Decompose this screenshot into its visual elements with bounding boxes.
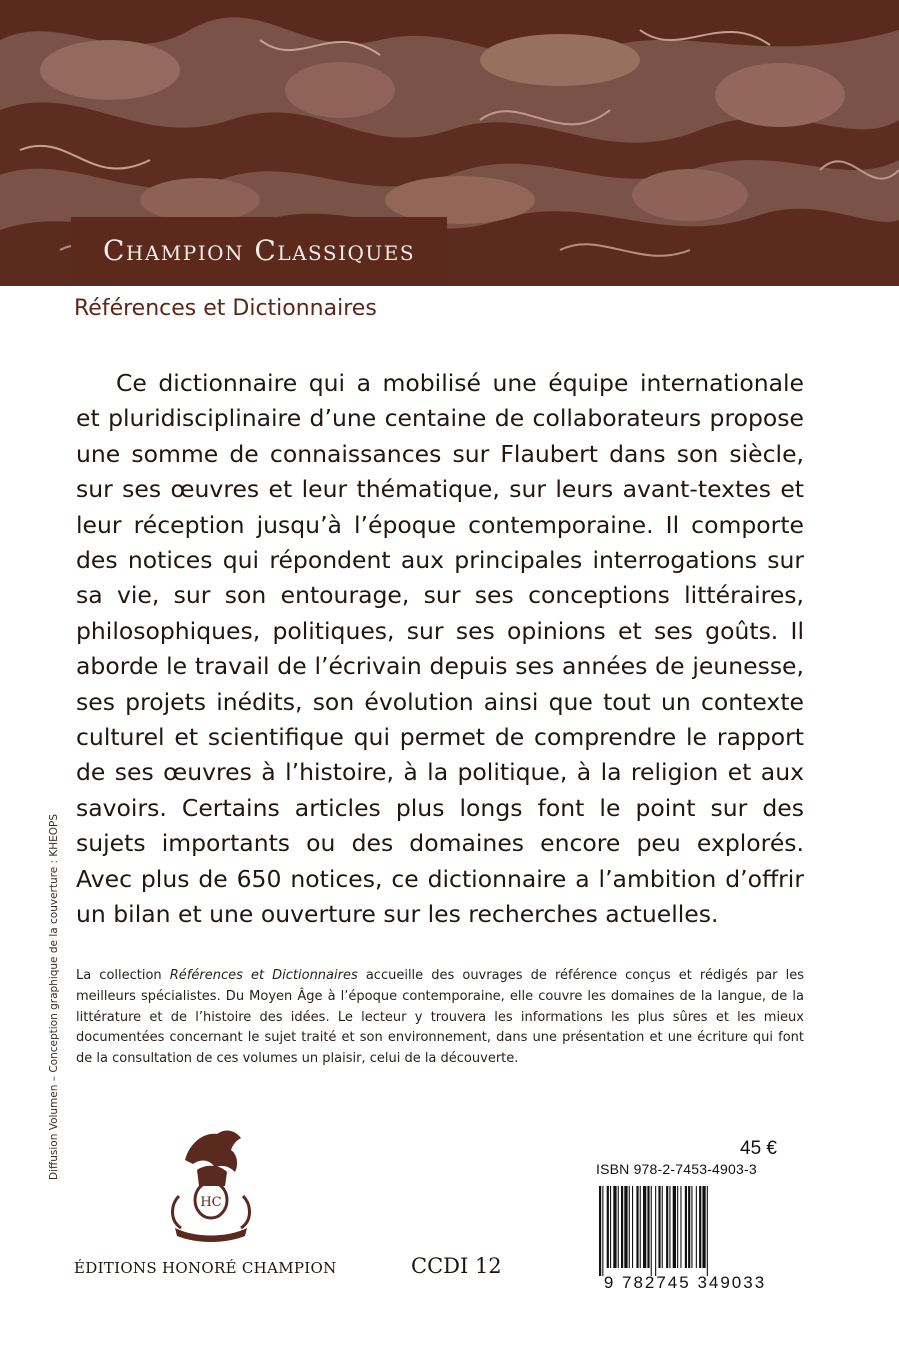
barcode-bar bbox=[602, 1186, 603, 1276]
barcode-bar bbox=[699, 1186, 701, 1268]
barcode-bar bbox=[707, 1186, 708, 1276]
barcode-bar bbox=[618, 1186, 619, 1268]
design-credit: Diffusion Volumen – Conception graphique de la couverture : KHEOPS bbox=[48, 813, 60, 1180]
collection-prefix: La collection bbox=[76, 968, 170, 983]
publisher-name: ÉDITIONS HONORÉ CHAMPION bbox=[74, 1259, 337, 1277]
barcode-bar bbox=[688, 1186, 690, 1268]
barcode-digits: 9 782745 349033 bbox=[603, 1273, 767, 1292]
barcode-bar bbox=[696, 1186, 697, 1268]
barcode-bar bbox=[655, 1186, 656, 1276]
barcode-bar bbox=[662, 1186, 663, 1268]
barcode-bar bbox=[643, 1186, 646, 1268]
collection-name: Références et Dictionnaires bbox=[169, 968, 358, 983]
barcode-bar bbox=[673, 1186, 676, 1268]
publisher-logo bbox=[145, 1114, 277, 1246]
barcode-bar bbox=[621, 1186, 623, 1268]
series-band bbox=[71, 217, 447, 283]
barcode-bar bbox=[599, 1186, 601, 1276]
barcode-bar bbox=[702, 1186, 705, 1268]
logo-monogram: HC bbox=[200, 1195, 222, 1210]
price: 45 € bbox=[740, 1138, 777, 1159]
barcode-bar bbox=[607, 1186, 609, 1268]
barcode-bar bbox=[669, 1186, 670, 1268]
barcode-bar bbox=[613, 1186, 616, 1268]
collection-text: accueille des ouvrages de référence conçus et rédigés par les meilleurs spécialistes. Du Moyen Âge à l’époque contemporaine, elle couvre les domaines de la langue, de la littérature et de l’histoire des idées. Le lecteur y trouvera les informations les plus sûres et les mieux documentées concernant le sujet traité et son environnement, dans une présentation et une écriture qui font de la consultation de ces volumes un plaisir, celui de la découverte. bbox=[76, 968, 804, 1067]
barcode-bar bbox=[624, 1186, 627, 1268]
barcode-bar bbox=[658, 1186, 660, 1268]
barcode-bar bbox=[640, 1186, 641, 1268]
series-title: Champion Classiques bbox=[102, 233, 416, 267]
barcode-bar bbox=[636, 1186, 638, 1268]
barcode-bar bbox=[685, 1186, 687, 1268]
barcode-bar bbox=[677, 1186, 678, 1268]
barcode-bar bbox=[651, 1186, 652, 1276]
isbn: ISBN 978-2-7453-4903-3 bbox=[596, 1161, 757, 1177]
barcode-bars bbox=[599, 1186, 708, 1276]
barcode-bar bbox=[691, 1186, 692, 1268]
barcode-bar bbox=[629, 1186, 630, 1268]
barcode-bar bbox=[610, 1186, 611, 1268]
subseries-title: Références et Dictionnaires bbox=[74, 296, 377, 321]
barcode-bar bbox=[680, 1186, 681, 1268]
collection-blurb bbox=[76, 966, 804, 1070]
book-description: Ce dictionnaire qui a mobilisé une équipe internationale et pluridisciplinaire d’une centaine de collaborateurs propose une somme de connaissances sur Flaubert dans son siècle, sur ses œuvres et leur thématique, sur leurs avant-textes et leur réception jusqu’à l’époque contemporaine. Il comporte des notices qui répondent aux principales interrogations sur sa vie, sur son entourage, sur ses conceptions littéraires, philosophiques, politiques, sur ses opinions et ses goûts. Il aborde le travail de l’écrivain depuis ses années de jeunesse, ses projets inédits, son évolution ainsi que tout un contexte culturel et scientifique qui permet de comprendre le rapport de ses œuvres à l’histoire, à la politique, à la religion et aux savoirs. Certains articles plus longs font le point sur des sujets importants ou des domaines encore peu explorés. Avec plus de 650 notices, ce dictionnaire a l’ambition d’offrir un bilan et une ouverture sur les recherches actuelles. bbox=[76, 369, 804, 929]
collection-code: CCDI 12 bbox=[411, 1254, 502, 1278]
barcode-bar bbox=[666, 1186, 668, 1268]
barcode-bar bbox=[632, 1186, 633, 1268]
barcode-bar bbox=[647, 1186, 649, 1268]
barcode bbox=[585, 1182, 785, 1292]
